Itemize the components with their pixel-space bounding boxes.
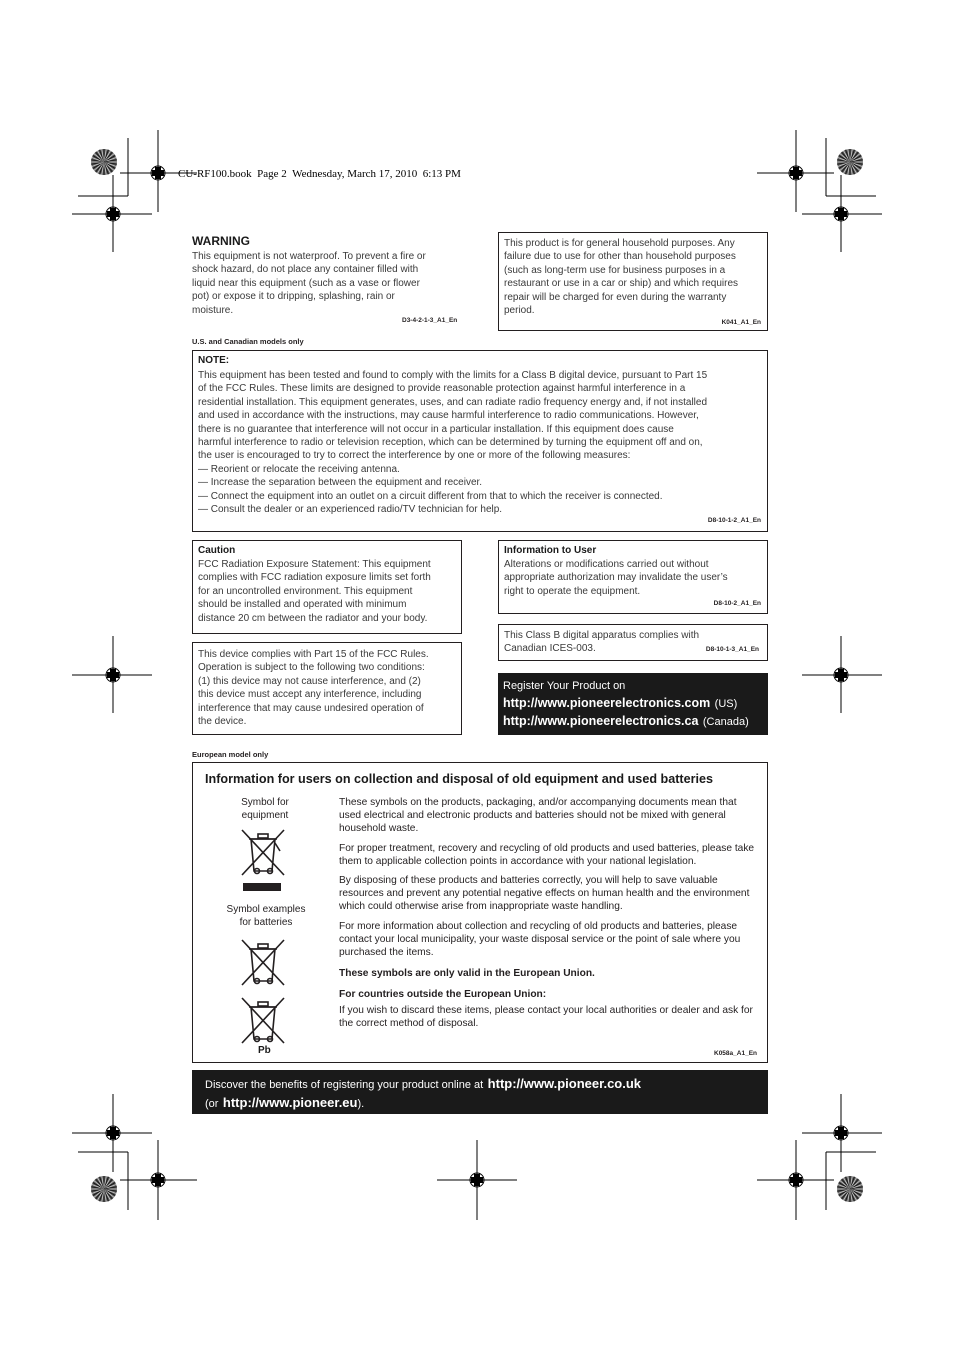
household-code: K041_A1_En bbox=[721, 319, 761, 326]
warning-section bbox=[192, 234, 462, 317]
discover-close: ). bbox=[357, 1098, 365, 1110]
discover-line: Discover the benefits of registering your product online at bbox=[205, 1079, 484, 1091]
warning-code: D3-4-2-1-3_A1_En bbox=[402, 317, 458, 324]
discover-banner bbox=[192, 1070, 768, 1114]
info-user-box bbox=[498, 540, 768, 614]
us-models-label: U.S. and Canadian models only bbox=[192, 337, 304, 346]
warning-text: This equipment is not waterproof. To prevent a fire or shock hazard, do not place any container filled with liquid near this equipment (such as a vase or flower pot) or expose it to dripping, splashing, rain or moisture. bbox=[192, 251, 426, 316]
caution-text: FCC Radiation Exposure Statement: This equipment complies with FCC radiation exposure limits set forth for an uncontrolled environment. This equipment should be installed and operated with minimum distance 20 cm between the radiator and your body. bbox=[198, 559, 431, 624]
register-line: Register Your Product on bbox=[503, 680, 626, 692]
symbol-equipment-label: Symbol for equipment bbox=[241, 797, 289, 821]
eu-models-label: European model only bbox=[192, 750, 269, 759]
crossed-bin-pb-icon bbox=[239, 995, 287, 1045]
note-text: This equipment has been tested and found to comply with the limits for a Class B digital device, pursuant to Part 15 of the FCC Rules. These limits are designed to provide reasonable protection against harmful interference in a residential installation. This equipment generates, uses, and can radiate radio frequency energy and, if not installed and used in accordance with the instructions, may cause harmful interference to radio communications. However, there is no guarantee that interference will not occur in a particular installation. If this equipment does cause harmful interference to radio or television reception, which can be determined by turning the equipment off and on, the user is encouraged to try to correct the interference by one or more of the following measures: — Reorient or relocate the receiving antenna. — Increase the separation between the equipment and receiver. — Connect the equipment into an outlet on a circuit different from that to which the receiver is connected. — Consult the dealer or an experienced radio/TV technician for help. bbox=[198, 370, 708, 516]
disposal-box bbox=[192, 762, 768, 1063]
discover-url-uk[interactable]: http://www.pioneer.co.uk bbox=[487, 1076, 642, 1091]
registration-starburst-icon bbox=[91, 1176, 117, 1202]
fcc-note-box bbox=[192, 350, 768, 532]
register-url-us[interactable]: http://www.pioneerelectronics.com bbox=[503, 696, 711, 710]
note-title: NOTE: bbox=[198, 355, 230, 366]
household-box bbox=[498, 232, 768, 331]
discover-or: (or bbox=[205, 1098, 219, 1110]
warning-title: WARNING bbox=[192, 234, 250, 248]
crossed-bin-battery-icon bbox=[239, 937, 287, 987]
disposal-code: K058a_A1_En bbox=[714, 1050, 757, 1057]
household-text: This product is for general household purposes. Any failure due to use for other than household purposes (such as long-term use for business purposes in a restaurant or use in a car or ship) and which requires repair will be charged for even during the warranty period. bbox=[504, 238, 739, 317]
register-ca: (Canada) bbox=[702, 716, 749, 728]
file-header: CU-RF100.book Page 2 Wednesday, March 17, 2010 6:13 PM bbox=[178, 168, 461, 180]
info-user-title: Information to User bbox=[504, 545, 597, 556]
disposal-title: Information for users on collection and disposal of old equipment and used batteries bbox=[205, 772, 714, 786]
info-user-code: D8-10-2_A1_En bbox=[713, 600, 761, 607]
caution-box bbox=[192, 540, 462, 634]
registration-starburst-icon bbox=[837, 149, 863, 175]
caution-title: Caution bbox=[198, 545, 236, 556]
classb-text: This Class B digital apparatus complies with Canadian ICES-003. bbox=[504, 630, 700, 655]
register-url-ca[interactable]: http://www.pioneerelectronics.ca bbox=[503, 714, 699, 728]
classb-box bbox=[498, 624, 768, 661]
note-code: D8-10-1-2_A1_En bbox=[707, 517, 761, 524]
registration-starburst-icon bbox=[837, 1176, 863, 1202]
classb-code: D8-10-1-3_A1_En bbox=[705, 646, 759, 653]
disposal-text: These symbols on the products, packaging, and/or accompanying documents mean that used electrical and electronic products and batteries should not be mixed with general household waste. For proper treatment, recovery and recycling of old products and used batteries, please take them to applicable collection points in accordance with your national legislation. By disposing of these products and batteries correctly, you will help to save valuable resources and prevent any potential negative effects on human health and the environment which could otherwise arise from inappropriate waste handling. For more information about collection and recycling of old products and batteries, please contact your local municipality, your waste disposal service or the point of sale where you purchased the items. These symbols are only valid in the European Union. For countries outside the European Union: If you wish to discard these items, please contact your local authorities or dealer and ask for the correct method of disposal. bbox=[339, 797, 755, 1029]
part15-text: This device complies with Part 15 of the FCC Rules. Operation is subject to the following two conditions: (1) this device may not cause interference, and (2) this device must accept any interference, including interference that may cause undesired operation of the device. bbox=[198, 649, 429, 728]
register-us: (US) bbox=[714, 698, 738, 710]
pb-label: Pb bbox=[258, 1045, 271, 1056]
symbol-batteries-label: Symbol examples for batteries bbox=[226, 904, 306, 928]
crossed-bin-equipment-icon bbox=[239, 827, 287, 893]
register-banner bbox=[498, 673, 768, 735]
registration-starburst-icon bbox=[91, 149, 117, 175]
discover-url-eu[interactable]: http://www.pioneer.eu bbox=[222, 1095, 358, 1110]
info-user-text: Alterations or modifications carried out without appropriate authorization may invalidate the user’s right to operate the equipment. bbox=[504, 559, 728, 597]
part15-box bbox=[192, 642, 462, 735]
